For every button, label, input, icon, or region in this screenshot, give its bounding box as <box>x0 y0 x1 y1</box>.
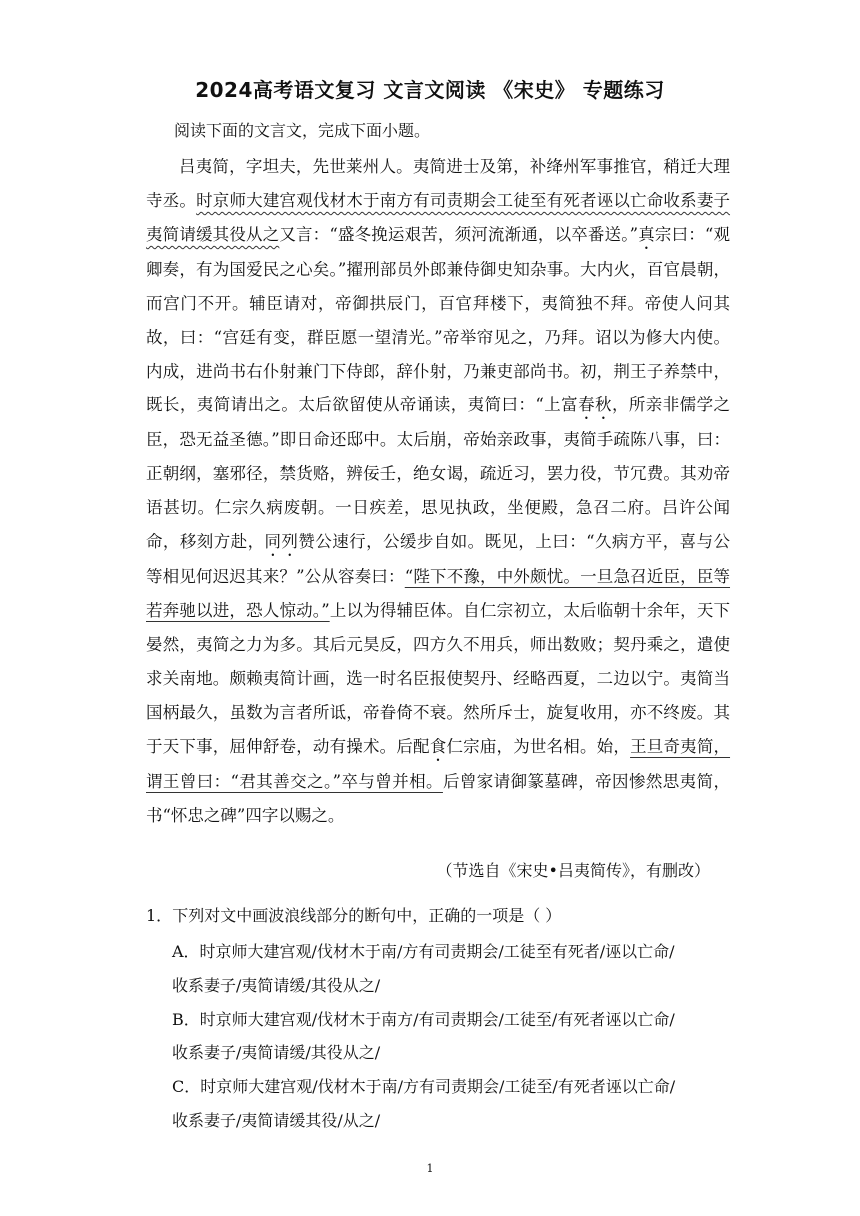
source-citation: （节选自《宋史•吕夷简传》，有删改） <box>436 861 710 880</box>
passage-text: 又言：“盛冬挽运艰苦，须河流渐通，以卒番送。” <box>279 224 639 244</box>
passage-text: 吕夷简，字坦夫，先世莱州人。夷简进士及第，补绛州军事推官，稍迁大理寺丞。 <box>146 157 730 210</box>
passage-text: 宗曰：“观卿奏，有为国爱民之心矣。”擢刑部员外郎兼侍御史知杂事。大内火，百官晨朝，而宫门不开。辅臣请对，帝御拱辰门，百官拜楼下，夷简独不拜。帝使人问其故，曰：“宫廷有变，群臣愿一望清光。”帝举帘见之，乃拜。诏以为修大内使。内成，进尚书右仆射兼门下侍郎，辞仆射，乃兼吏部尚书。初，荆王子养禁中，既长，夷简请出之。太后欲留使从帝诵读，夷简曰：“上富 <box>146 224 731 415</box>
passage-text: ，所亲非儒学之臣，恐无益圣德。”即日命还邸中。太后崩，帝始亲政事，夷简手疏陈八事，曰：正朝纲，塞邪径，禁货赂，辨佞壬，绝女谒，疏近习，罢力役，节冗费。其劝帝语甚切。仁宗久病废朝。一日疾差，思见执政，坐便殿，急召二府。吕许公闻命，移刻方赴， <box>146 395 731 552</box>
dotted-text: 同列 <box>264 532 299 552</box>
underlined-text: “陛下不豫，中外颇忧。一旦急召近臣，臣等若奔驰以进，恐人惊动。” <box>146 567 731 621</box>
passage-text: 上以为得辅臣体。自仁宗初立，太后临朝十余年，天下晏然，夷简之力为多。其后元昊反，四方久不用兵，师出数败；契丹乘之，遣使求关南地。颇赖夷简计画，选一时名臣报使契丹、经略西夏，二边以宁。夷简当国柄最久，虽数为言者所诋，帝眷倚不衰。然所斥士，旋复收用，亦不终废。其于天下事，屈伸舒卷，动有操术。后配 <box>146 601 731 756</box>
wavy-underlined-text: 时京师大建宫观伐材木于南方有司责期会工徒至有死者诬以亡命收系妻子夷简请缓其役从之 <box>146 190 731 244</box>
passage-paragraph <box>146 150 730 833</box>
dotted-text: 食 <box>429 736 447 756</box>
dotted-text: 春秋 <box>578 395 612 415</box>
option-a-line1: A．时京师大建宫观/伐材木于南/方有司责期会/工徒至有死者/诬以亡命/ <box>172 942 675 961</box>
option-c-line2: 收系妻子/夷简请缓其役/从之/ <box>172 1110 381 1130</box>
passage-text: 赞公速行，公缓步自如。既见，上曰：“久病方平，喜与公等相见何迟迟其来？”公从容奏曰： <box>146 532 731 587</box>
document-title: 2024高考语文复习 文言文阅读 《宋史》 专题练习 <box>195 78 665 102</box>
passage-text: 仁宗庙，为世名相。始， <box>446 736 631 756</box>
question-text: 下列对文中画波浪线部分的断句中，正确的一项是（ ） <box>172 906 562 925</box>
passage-text: 后曾家请御篆墓碑，帝因惨然思夷简，书“怀忠之碑”四字以赐之。 <box>146 771 731 825</box>
answer-options <box>172 935 732 1138</box>
page-number: 1 <box>426 1162 434 1175</box>
dotted-text: 真 <box>638 224 655 244</box>
reading-instruction: 阅读下面的文言文，完成下面小题。 <box>174 121 431 140</box>
option-a-line2: 收系妻子/夷简请缓/其役从之/ <box>172 975 381 995</box>
option-c-line1: C．时京师大建宫观/伐材木于南/方有司责期会/工徒至/有死者诬以亡命/ <box>172 1077 676 1097</box>
option-b-line2: 收系妻子/夷简请缓/其役从之/ <box>172 1043 381 1063</box>
question-number: 1． <box>146 906 173 925</box>
underlined-text: 王旦奇夷简，谓王曾曰：“君其善交之。”卒与曾并相。 <box>146 736 731 791</box>
question-stem <box>146 903 561 926</box>
classical-passage <box>146 150 730 833</box>
option-b-line1: B．时京师大建宫观/伐材木于南方/有司责期会/工徒至/有死者诬以亡命/ <box>172 1009 675 1029</box>
